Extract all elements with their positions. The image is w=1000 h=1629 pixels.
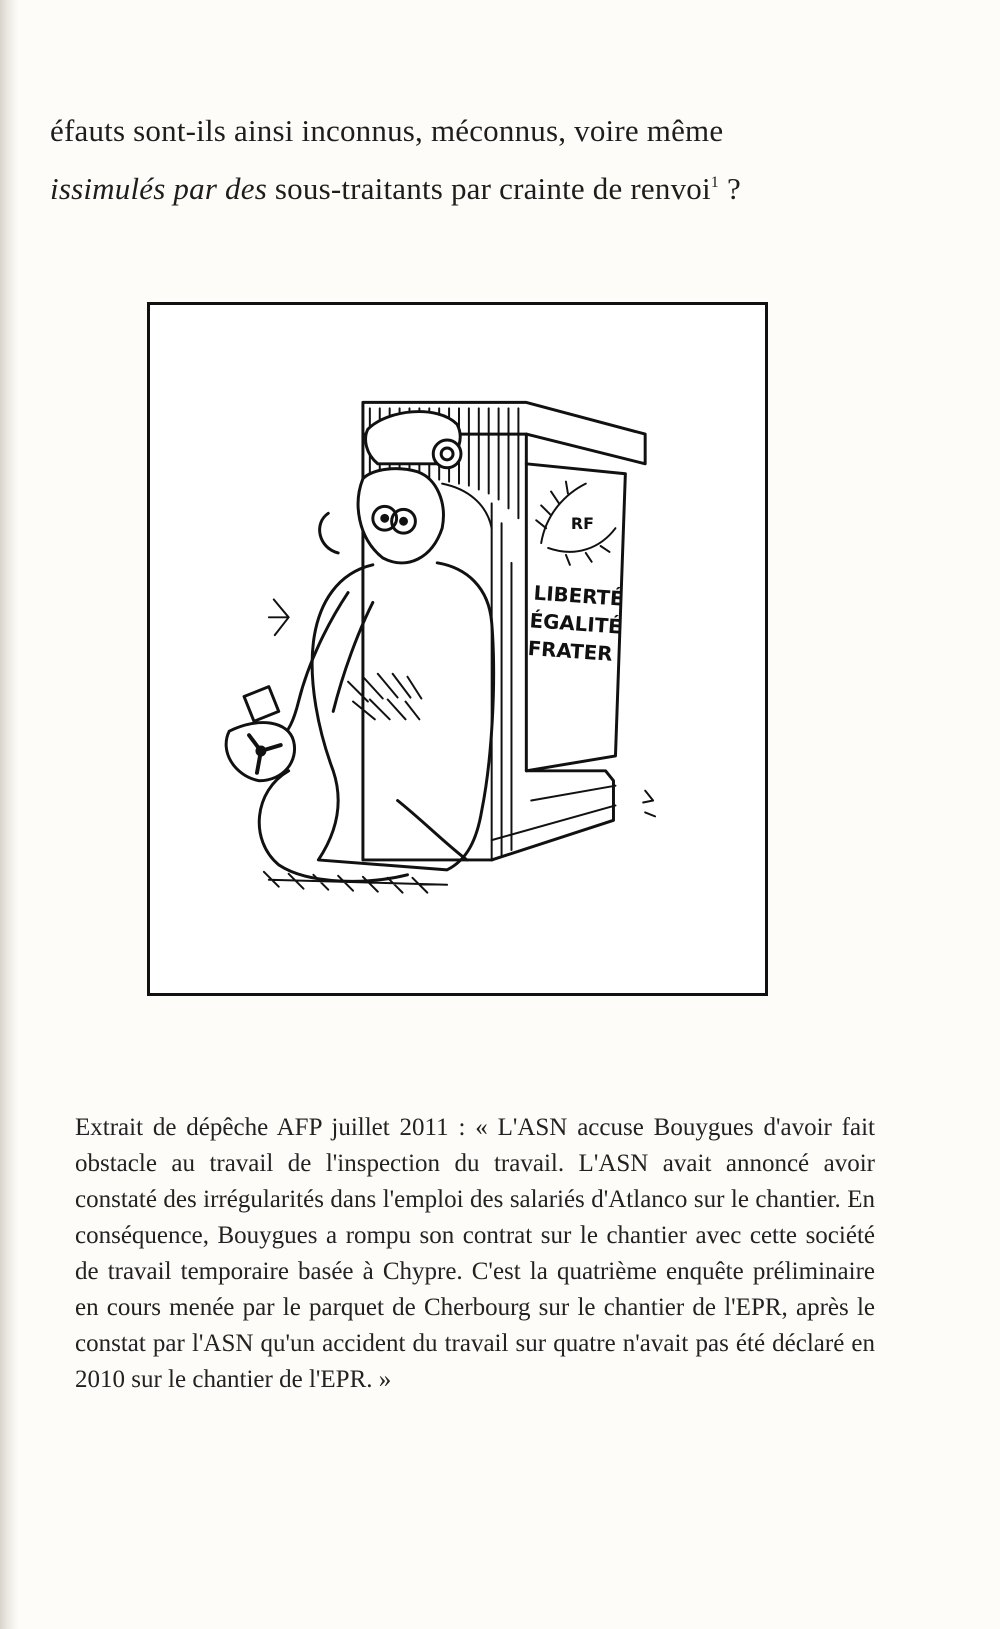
italic-text: issimulés par des (50, 171, 267, 206)
plinth-motto-1: LIBERTÉ (532, 581, 625, 611)
caption-text: Extrait de dépêche AFP juillet 2011 : « L'ASN accuse Bouygues d'avoir fait obstacle au travail de l'inspection du travail. L'ASN avait annoncé avoir constaté des irrégularités dans l'emploi des salariés d'Atlanco sur le chantier. En conséquence, Bouygues a rompu son contrat sur le chantier avec cette société de travail temporaire basée à Chypre. C'est la quatrième enquête préliminaire en cours menée par le parquet de Cherbourg sur le chantier de l'EPR, après le constat par l'ASN qu'un accident du travail sur quatre n'avait pas été déclaré en 2010 sur le chantier de l'EPR. » (75, 1114, 875, 1393)
page-edge-shadow (0, 0, 18, 1629)
cartoon-illustration (150, 305, 765, 993)
plinth-initials: RF (570, 514, 594, 534)
text-line-2 (50, 157, 890, 215)
body-text-top (50, 105, 890, 215)
text-line-2-rest: sous-traitants par crainte de renvoi (266, 171, 711, 206)
plinth-motto-2: ÉGALITÉ (528, 609, 623, 639)
footnote-marker: 1 (710, 174, 719, 191)
text-line-1: éfauts sont-ils ainsi inconnus, méconnus, voire même (50, 113, 724, 148)
text-line-2-end: ? (719, 171, 741, 206)
cartoon-frame (147, 302, 768, 996)
plinth-motto-3: FRATER (526, 636, 614, 666)
marianne-figure (226, 412, 493, 893)
